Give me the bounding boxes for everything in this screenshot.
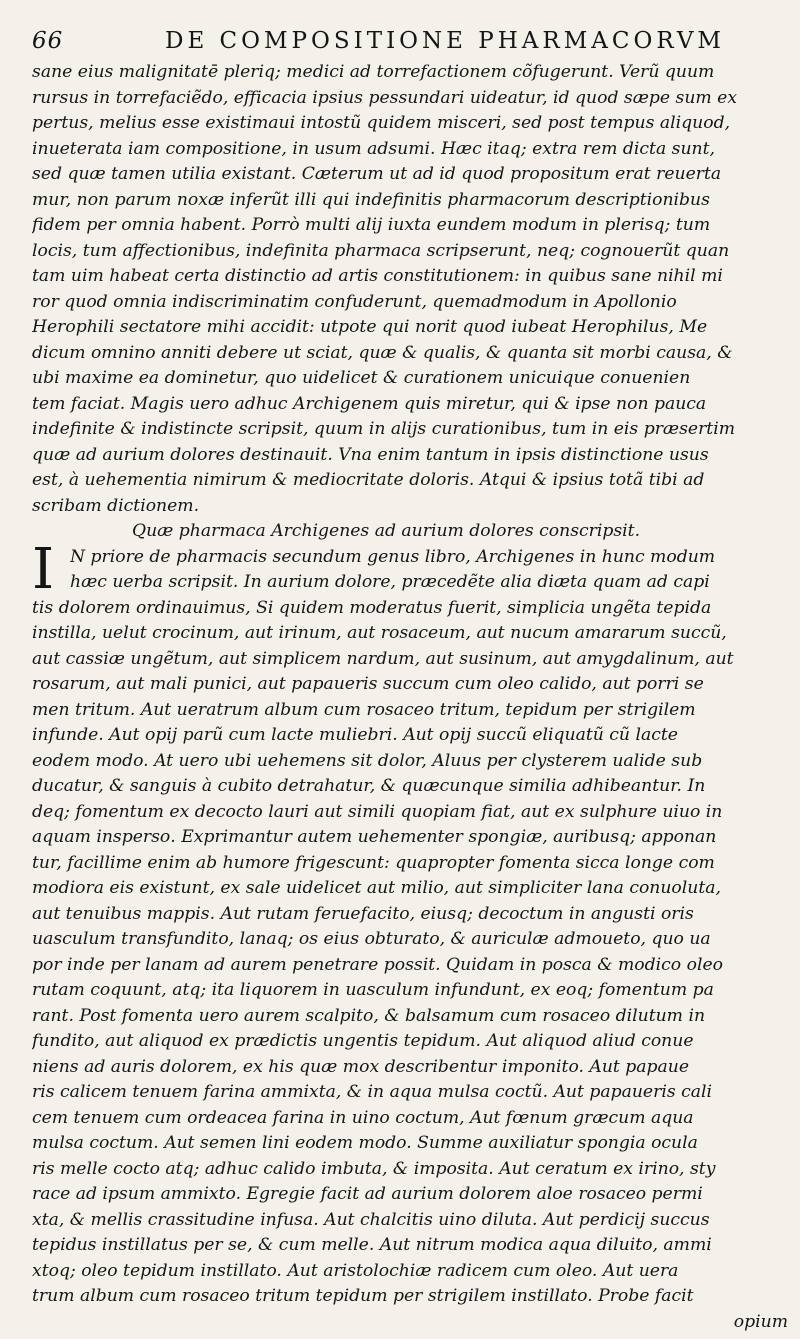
text-line: sane eius malignitatē pleriq; medici ad torrefactionem cõfugerunt. Verũ quum	[32, 62, 715, 82]
text-line: modiora eis existunt, ex sale uidelicet aut milio, aut simpliciter lana conuoluta,	[32, 878, 721, 898]
text-line: race ad ipsum ammixto. Egregie facit ad aurium dolorem aloe rosaceo permi	[32, 1184, 703, 1204]
text-line: tam uim habeat certa distinctio ad artis constitutionem: in quibus sane nihil mi	[32, 266, 723, 286]
text-line: aut cassiæ ungẽtum, aut simplicem nardum, aut susinum, aut amygdalinum, aut	[32, 648, 734, 669]
page-number: 66	[32, 28, 64, 54]
text-line: N priore de pharmacis secundum genus libro, Archigenes in hunc modum	[70, 546, 716, 567]
text-line: fundito, aut aliquod ex prædictis ungentis tepidum. Aut aliquod aliud conue	[32, 1031, 694, 1051]
text-line: ubi maxime ea dominetur, quo uidelicet & curationem unicuique conuenien	[32, 368, 691, 388]
text-line: ris melle cocto atq; adhuc calido imbuta, & imposita. Aut ceratum ex irino, sty	[32, 1158, 716, 1179]
text-line: eodem modo. At uero ubi uehemens sit dolor, Aluus per clysterem ualide sub	[32, 750, 703, 771]
text-line: por inde per lanam ad aurem penetrare possit. Quidam in posca & modico oleo	[32, 954, 723, 975]
text-line: pertus, melius esse existimaui intostũ quidem misceri, sed post tempus aliquod,	[32, 113, 731, 133]
text-line: xtoq; oleo tepidum instillato. Aut aristolochiæ radicem cum oleo. Aut uera	[32, 1260, 679, 1281]
text-line: infunde. Aut opij parũ cum lacte muliebri. Aut opij succũ eliquatũ cũ lacte	[32, 725, 678, 745]
dropcap-lines	[70, 545, 788, 596]
text-line: tem faciat. Magis uero adhuc Archigenem quis miretur, qui & ipse non pauca	[32, 393, 707, 414]
text-line: men tritum. Aut ueratrum album cum rosaceo tritum, tepidum per strigilem	[32, 699, 696, 720]
text-line: mur, non parum noxæ inferũt illi qui indefinitis pharmacorum descriptionibus	[32, 189, 710, 210]
dropcap-block	[32, 536, 788, 602]
catchword: opium	[733, 1311, 788, 1332]
text-line: est, à uehementia nimirum & mediocritate doloris. Atqui & ipsius totã tibi ad	[32, 470, 705, 490]
text-line: ris calicem tenuem farina ammixta, & in aqua mulsa coctũ. Aut papaueris cali	[32, 1082, 712, 1102]
text-line: tepidus instillatus per se, & cum melle. Aut nitrum modica aqua diluito, ammi	[32, 1235, 712, 1255]
text-line: xta, & mellis crassitudine infusa. Aut chalcitis uino diluta. Aut perdicij succus	[32, 1209, 710, 1230]
text-line: trum album cum rosaceo tritum tepidum per strigilem instillato. Probe facit	[32, 1286, 694, 1306]
text-line: instilla, uelut crocinum, aut irinum, aut rosaceum, aut nucum amararum succũ,	[32, 623, 727, 643]
text-line: ducatur, & sanguis à cubito detrahatur, & quæcunque similia adhibeantur. In	[32, 776, 706, 796]
text-line: locis, tum affectionibus, indefinita pharmaca scripserunt, neq; cognouerũt quan	[32, 240, 730, 261]
text-line: uasculum transfundito, lanaq; os eius obturato, & auriculæ admoueto, quo ua	[32, 929, 711, 949]
text-line: aquam inspersο. Exprimantur autem uehementer spongiæ, auribusq; apponan	[32, 827, 717, 847]
text-line: rursus in torrefaciẽdo, efficacia ipsius pessundari uideatur, id quod sæpe sum ex	[32, 87, 738, 108]
text-line: deq; fomentum ex decocto lauri aut simili quopiam fiat, aut ex sulphure uiuo in	[32, 801, 723, 822]
text-line: aut tenuibus mappis. Aut rutam feruefacito, eiusq; decoctum in angusti oris	[32, 903, 694, 924]
text-line: rant. Post fomenta uero aurem scalpito, & balsamum cum rosaceo dilutum in	[32, 1005, 706, 1026]
text-line: inueterata iam compositione, in usum adsumi. Hæc itaq; extra rem dicta sunt,	[32, 138, 716, 159]
paragraph-first	[32, 60, 788, 519]
text-line: quæ ad aurium dolores destinauit. Vna enim tantum in ipsis distinctione usus	[32, 444, 709, 465]
text-line: rosarum, aut mali punici, aut papaueris succum cum oleo calido, aut porri se	[32, 674, 704, 694]
text-line: ror quod omnia indiscriminatim confuderunt, quemadmodum in Apollonio	[32, 291, 677, 312]
page-header	[32, 22, 788, 60]
text-line: cem tenuem cum ordeacea farina in uino coctum, Aut fœnum græcum aqua	[32, 1107, 694, 1128]
text-line: tis dolorem ordinauimus, Si quidem moderatus fuerit, simplicia ungẽta tepida	[32, 597, 712, 618]
text-line: hæc uerba scripsit. In aurium dolore, præcedẽte alia diæta quam ad capi	[70, 572, 710, 592]
text-line: mulsa coctum. Aut semen lini eodem modo. Summe auxiliatur spongia ocula	[32, 1133, 698, 1153]
text-block	[32, 60, 788, 1335]
text-line: scribam dictionem.	[32, 495, 200, 516]
paragraph-second	[32, 596, 788, 1310]
text-line: dicum omnino anniti debere ut sciat, quæ & qualis, & quanta sit morbi causa, &	[32, 342, 733, 363]
text-line: tur, facillime enim ab humore frigescunt: quapropter fomenta sicca longe com	[32, 852, 715, 873]
section-heading: Quæ pharmaca Archigenes ad aurium dolores conscripsit.	[132, 521, 641, 541]
text-line: fidem per omnia habent. Porrò multi alij iuxta eundem modum in plerisq; tum	[32, 215, 711, 235]
dropcap-initial: I	[32, 536, 55, 602]
text-line: rutam coquunt, atq; ita liquorem in uasculum infundunt, ex eoq; fomentum pa	[32, 980, 714, 1000]
running-title: DE COMPOSITIONE PHARMACORVM	[165, 28, 725, 54]
text-line: indefinite & indistincte scripsit, quum in alijs curationibus, tum in eis præsertim	[32, 419, 736, 439]
text-line: niens ad auris dolorem, ex his quæ mox describentur imponito. Aut papaue	[32, 1056, 690, 1077]
text-line: Herophili sectatore mihi accidit: utpote qui norit quod iubeat Herophilus, Me	[32, 317, 708, 337]
text-line: sed quæ tamen utilia existant. Cæterum ut ad id quod propositum erat reuerta	[32, 164, 722, 184]
